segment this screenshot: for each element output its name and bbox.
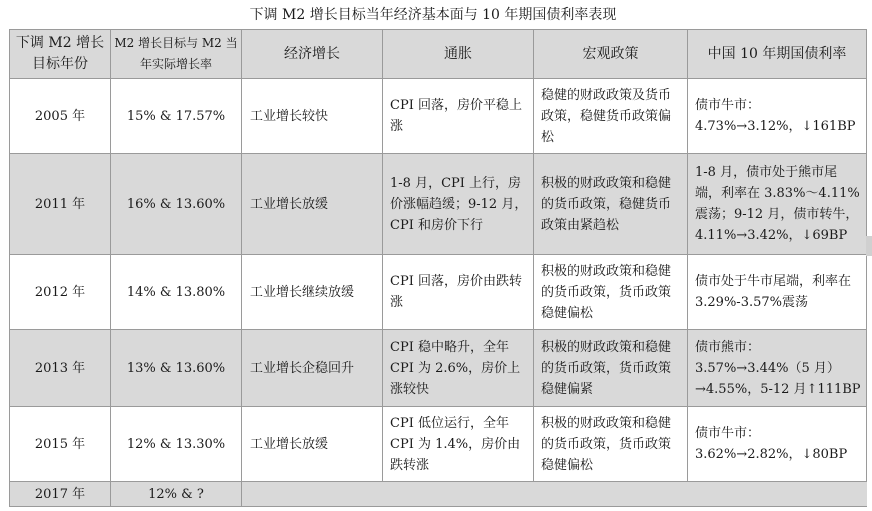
m2-cell: 15% & 17.57% xyxy=(111,79,242,154)
table-row xyxy=(10,154,867,255)
year-cell: 2017 年 xyxy=(10,482,111,507)
header-year: 下调 M2 增长目标年份 xyxy=(10,30,111,79)
m2-cell: 12% & ? xyxy=(111,482,242,507)
rate-cell: 债市处于牛市尾端，利率在 3.29%-3.57%震荡 xyxy=(688,255,867,330)
year-cell: 2013 年 xyxy=(10,330,111,407)
header-inflation: 通胀 xyxy=(383,30,534,79)
rate-cell: 债市牛市：3.62%→2.82%，↓80BP xyxy=(688,407,867,482)
header-row xyxy=(10,30,867,79)
page-edge-marker xyxy=(866,236,872,256)
header-m2: M2 增长目标与 M2 当年实际增长率 xyxy=(111,30,242,79)
m2-cell: 12% & 13.30% xyxy=(111,407,242,482)
growth-cell: 工业增长较快 xyxy=(242,79,383,154)
year-cell: 2005 年 xyxy=(10,79,111,154)
m2-bond-rate-table xyxy=(9,29,867,507)
inflation-cell: 1-8 月，CPI 上行，房价涨幅趋缓；9-12 月，CPI 和房价下行 xyxy=(383,154,534,255)
policy-cell: 积极的财政政策和稳健的货币政策，货币政策稳健偏松 xyxy=(534,255,688,330)
rate-cell: 1-8 月，债市处于熊市尾端，利率在 3.83%～4.11%震荡；9-12 月，债市转牛，4.11%→3.42%，↓69BP xyxy=(688,154,867,255)
table-row xyxy=(10,407,867,482)
growth-cell: 工业增长放缓 xyxy=(242,407,383,482)
year-cell: 2012 年 xyxy=(10,255,111,330)
inflation-cell: CPI 低位运行，全年 CPI 为 1.4%，房价由跌转涨 xyxy=(383,407,534,482)
header-rate: 中国 10 年期国债利率 xyxy=(688,30,867,79)
inflation-cell: CPI 回落，房价由跌转涨 xyxy=(383,255,534,330)
policy-cell: 积极的财政政策和稳健的货币政策，稳健货币政策由紧趋松 xyxy=(534,154,688,255)
year-cell: 2015 年 xyxy=(10,407,111,482)
inflation-cell: CPI 回落，房价平稳上涨 xyxy=(383,79,534,154)
m2-cell: 14% & 13.80% xyxy=(111,255,242,330)
policy-cell: 积极的财政政策和稳健的货币政策，货币政策稳健偏紧 xyxy=(534,330,688,407)
policy-cell: 积极的财政政策和稳健的货币政策，货币政策稳健偏松 xyxy=(534,407,688,482)
header-growth: 经济增长 xyxy=(242,30,383,79)
growth-cell: 工业增长企稳回升 xyxy=(242,330,383,407)
m2-cell: 13% & 13.60% xyxy=(111,330,242,407)
rate-cell: 债市牛市：4.73%→3.12%，↓161BP xyxy=(688,79,867,154)
table-row xyxy=(10,330,867,407)
m2-cell: 16% & 13.60% xyxy=(111,154,242,255)
inflation-cell: CPI 稳中略升，全年 CPI 为 2.6%，房价上涨较快 xyxy=(383,330,534,407)
table-row xyxy=(10,79,867,154)
growth-cell: 工业增长继续放缓 xyxy=(242,255,383,330)
table-row xyxy=(10,255,867,330)
empty-cell xyxy=(242,482,867,507)
table-row-last xyxy=(10,482,867,507)
growth-cell: 工业增长放缓 xyxy=(242,154,383,255)
rate-cell: 债市熊市：3.57%→3.44%（5 月）→4.55%，5-12 月↑111BP xyxy=(688,330,867,407)
table-title: 下调 M2 增长目标当年经济基本面与 10 年期国债利率表现 xyxy=(249,7,617,23)
year-cell: 2011 年 xyxy=(10,154,111,255)
policy-cell: 稳健的财政政策及货币政策，稳健货币政策偏松 xyxy=(534,79,688,154)
header-policy: 宏观政策 xyxy=(534,30,688,79)
